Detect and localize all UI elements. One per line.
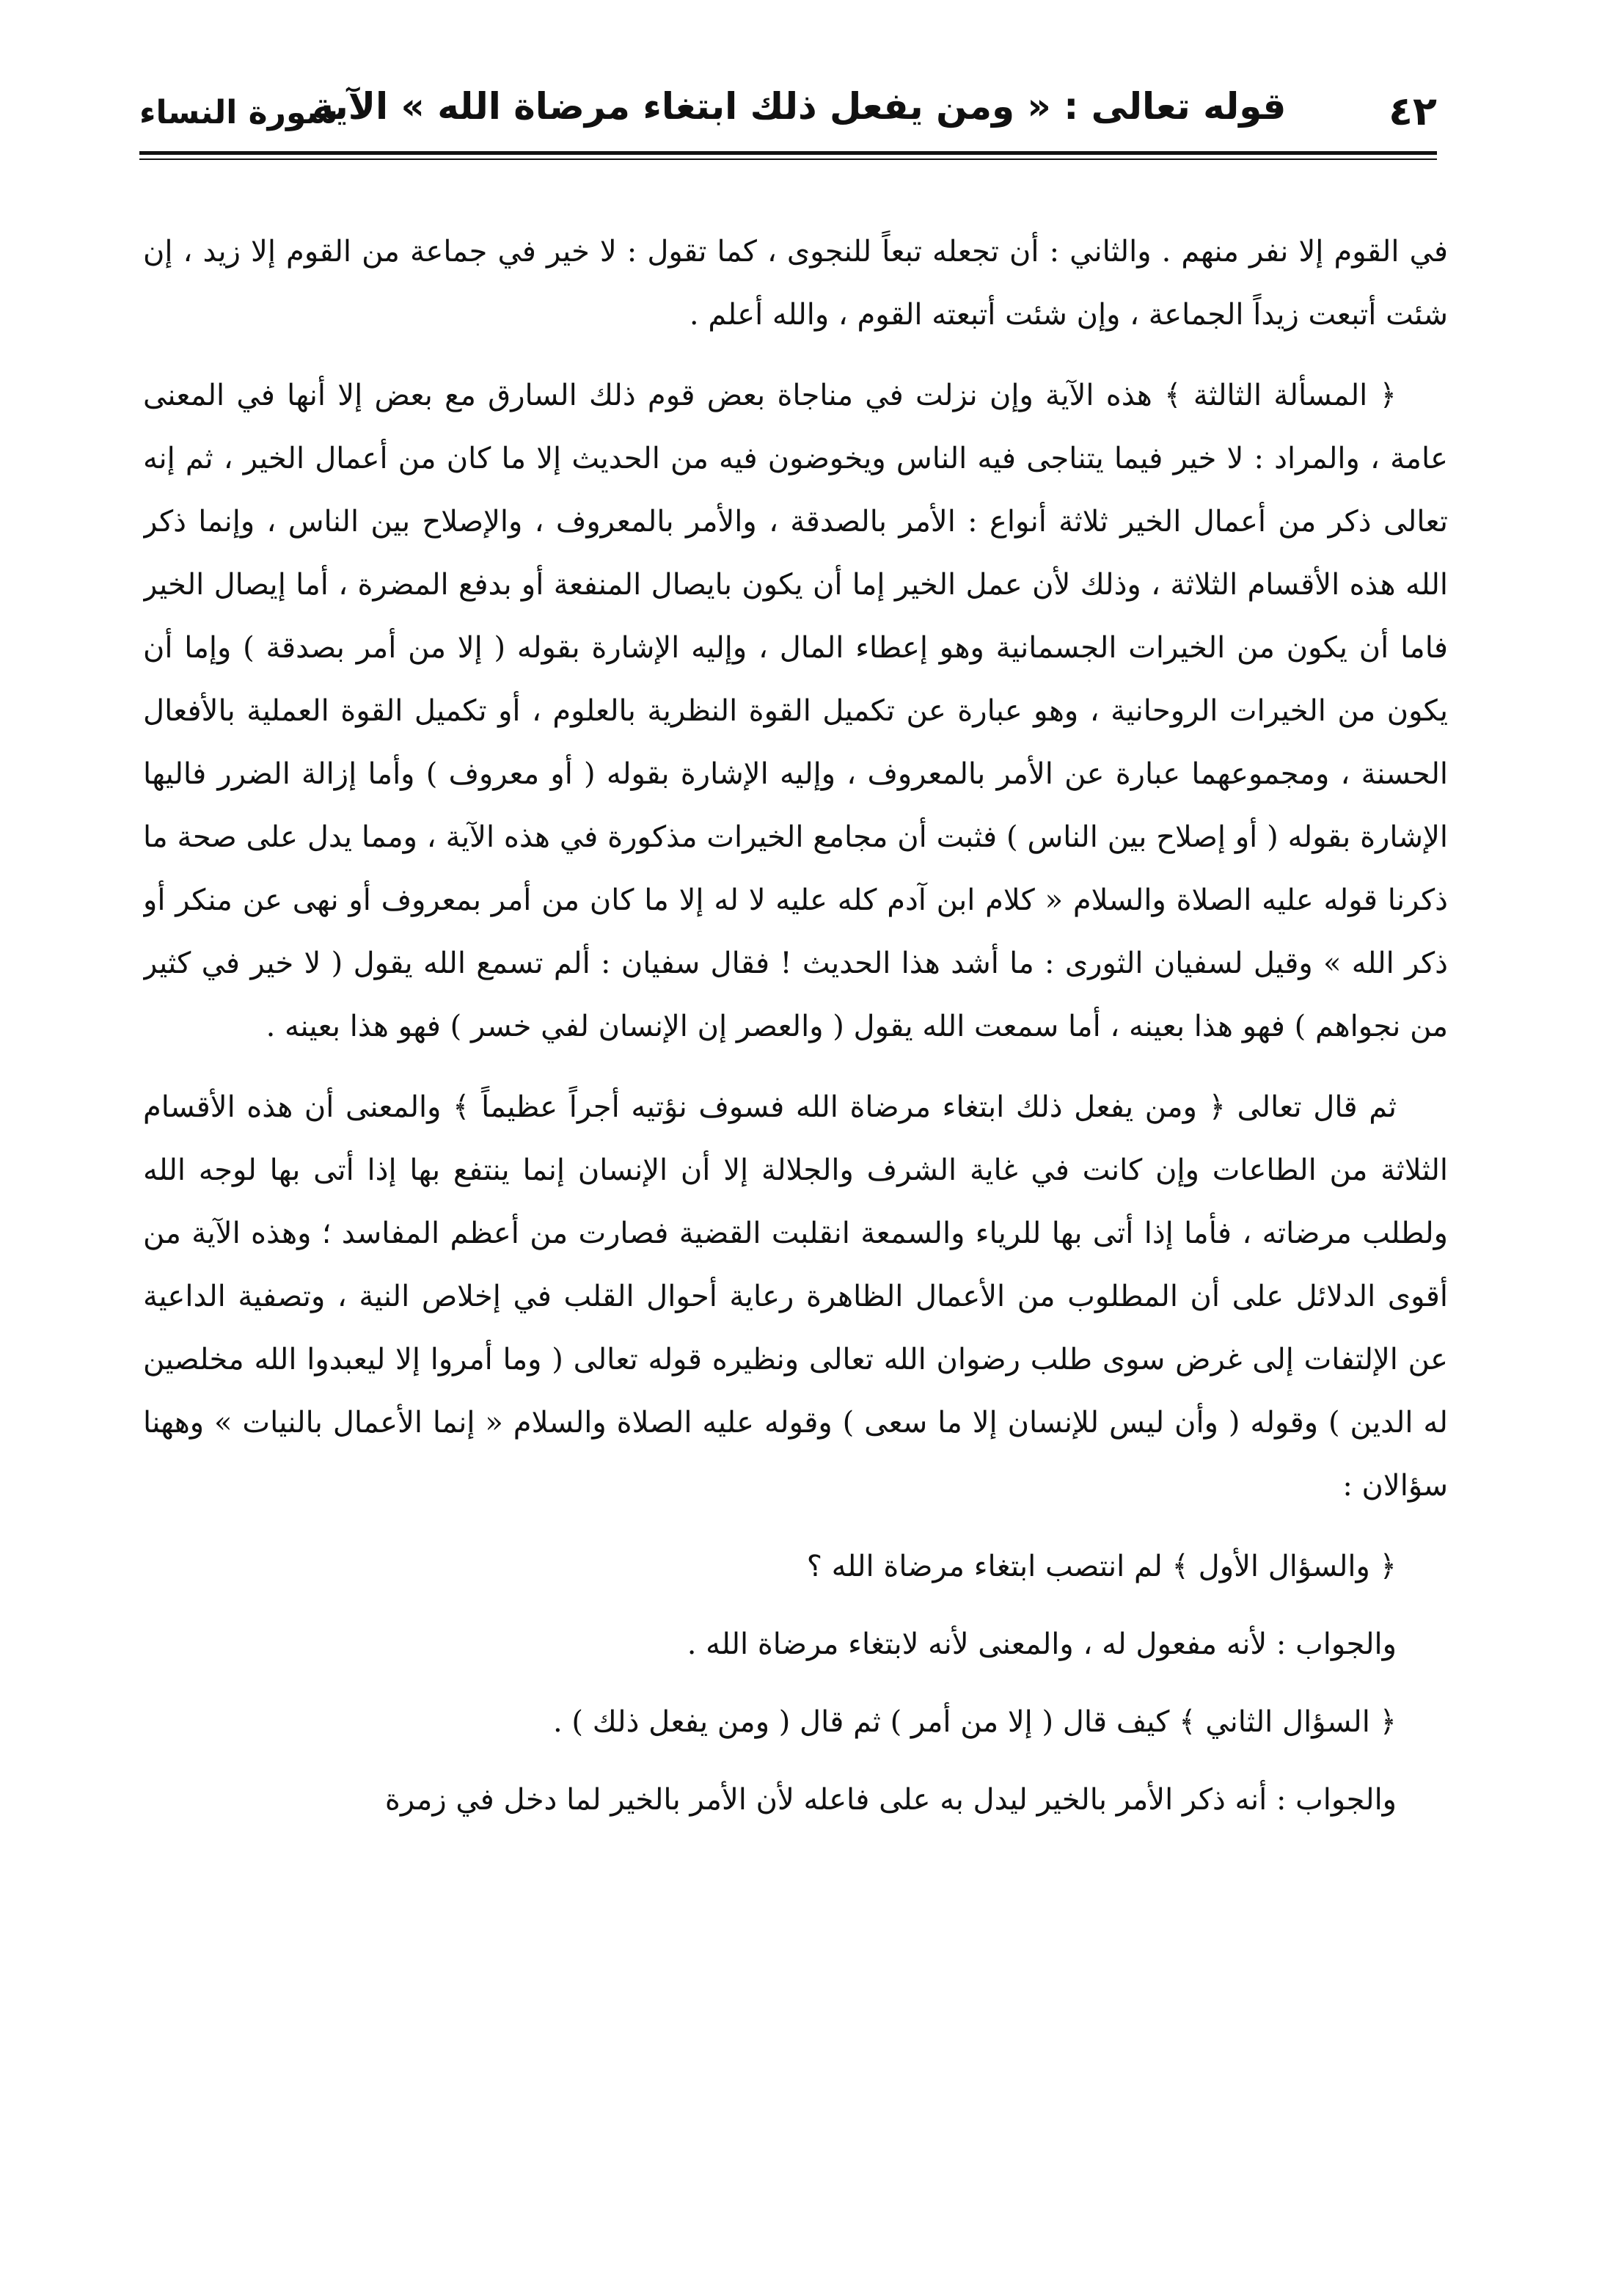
page-header bbox=[139, 82, 1437, 150]
header-rule-thick bbox=[139, 151, 1437, 155]
body-text bbox=[143, 220, 1448, 2228]
header-rule-thin bbox=[139, 158, 1437, 160]
page-number: ٤٢ bbox=[1389, 88, 1437, 134]
answer-first: والجواب : لأنه مفعول له ، والمعنى لأنه لابتغاء مرضاة الله . bbox=[687, 1627, 1397, 1661]
paragraph-verse-commentary: ثم قال تعالى ﴿ ومن يفعل ذلك ابتغاء مرضاة الله فسوف نؤتيه أجراً عظيماً ﴾ والمعنى أن هذه الأقسام الثلاثة من الطاعات وإن كانت في غاية الشرف والجلالة إلا أن الإنسان إنما ينتفع بها إذا أتى بها لوجه الله ولطلب مرضاته ، فأما إذا أتى بها للرياء والسمعة انقلبت القضية فصارت من أعظم المفاسد ؛ وهذه الآية من أقوى الدلائل على أن المطلوب من الأعمال الظاهرة رعاية أحوال القلب في إخلاص النية ، وتصفية الداعية عن الإلتفات إلى غرض سوى طلب رضوان الله تعالى ونظيره قوله تعالى ( وما أمروا إلا ليعبدوا الله مخلصين له الدين ) وقوله ( وأن ليس للإنسان إلا ما سعى ) وقوله عليه الصلاة والسلام « إنما الأعمال بالنيات » وههنا سؤالان : bbox=[143, 1090, 1448, 1503]
running-title: قوله تعالى : « ومن يفعل ذلك ابتغاء مرضاة الله » الآية bbox=[312, 85, 1287, 128]
question-second: ﴿ السؤال الثاني ﴾ كيف قال ( إلا من أمر ) ثم قال ( ومن يفعل ذلك ) . bbox=[552, 1705, 1397, 1739]
surah-name: سورة النساء bbox=[139, 94, 338, 131]
answer-second: والجواب : أنه ذكر الأمر بالخير ليدل به على فاعله لأن الأمر بالخير لما دخل في زمرة bbox=[384, 1783, 1397, 1817]
paragraph-third-issue: ﴿ المسألة الثالثة ﴾ هذه الآية وإن نزلت في مناجاة بعض قوم ذلك السارق مع بعض إلا أنها في المعنى عامة ، والمراد : لا خير فيما يتناجى فيه الناس ويخوضون فيه من الحديث إلا ما كان من أعمال الخير ، ثم إنه تعالى ذكر من أعمال الخير ثلاثة أنواع : الأمر بالصدقة ، والأمر بالمعروف ، والإصلاح بين الناس ، وإنما ذكر الله هذه الأقسام الثلاثة ، وذلك لأن عمل الخير إما أن يكون بايصال المنفعة أو بدفع المضرة ، أما إيصال الخير فاما أن يكون من الخيرات الجسمانية وهو إعطاء المال ، وإليه الإشارة بقوله ( إلا من أمر بصدقة ) وإما أن يكون من الخيرات الروحانية ، وهو عبارة عن تكميل القوة النظرية بالعلوم ، أو تكميل القوة العملية بالأفعال الحسنة ، ومجموعهما عبارة عن الأمر بالمعروف ، وإليه الإشارة بقوله ( أو معروف ) وأما إزالة الضرر فاليها الإشارة بقوله ( أو إصلاح بين الناس ) فثبت أن مجامع الخيرات مذكورة في هذه الآية ، ومما يدل على صحة ما ذكرنا قوله عليه الصلاة والسلام « كلام ابن آدم كله عليه لا له إلا ما كان من أمر بمعروف أو نهى عن منكر أو ذكر الله » وقيل لسفيان الثورى : ما أشد هذا الحديث ! فقال سفيان : ألم تسمع الله يقول ( لا خير في كثير من نجواهم ) فهو هذا بعينه ، أما سمعت الله يقول ( والعصر إن الإنسان لفي خسر ) فهو هذا بعينه . bbox=[143, 379, 1448, 1043]
paragraph-continuation: في القوم إلا نفر منهم . والثاني : أن تجعله تبعاً للنجوى ، كما تقول : لا خير في جماعة من القوم إلا زيد ، إن شئت أتبعت زيداً الجماعة ، وإن شئت أتبعته القوم ، والله أعلم . bbox=[143, 235, 1448, 332]
question-first: ﴿ والسؤال الأول ﴾ لم انتصب ابتغاء مرضاة الله ؟ bbox=[806, 1550, 1397, 1583]
